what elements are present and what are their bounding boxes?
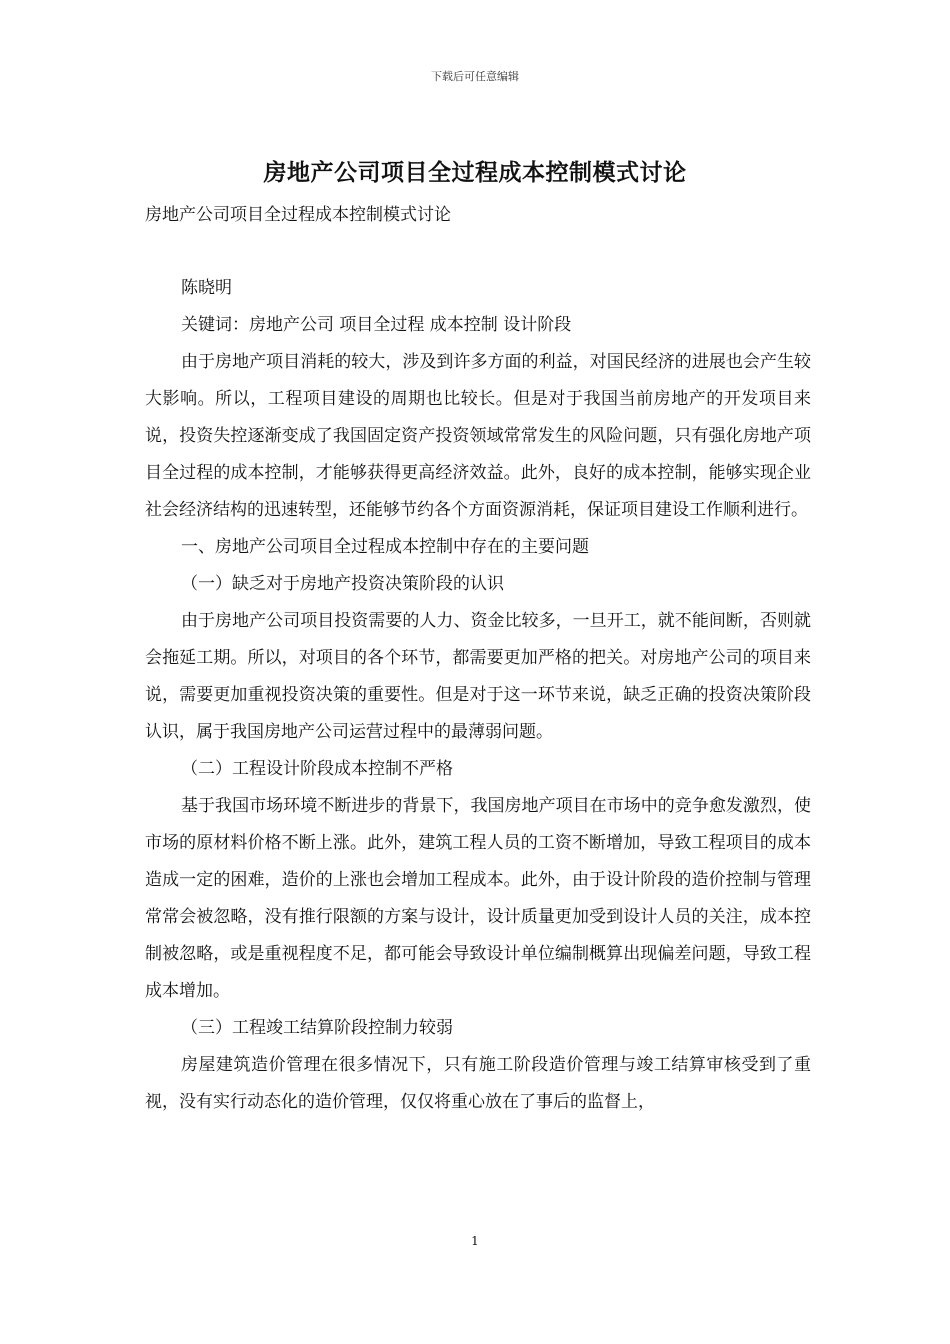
keywords-line: 关键词：房地产公司 项目全过程 成本控制 设计阶段 bbox=[181, 315, 572, 335]
document-subtitle: 房地产公司项目全过程成本控制模式讨论 bbox=[145, 205, 451, 225]
author-name: 陈晓明 bbox=[181, 278, 232, 298]
page-number: 1 bbox=[471, 1234, 479, 1248]
document-body bbox=[145, 270, 811, 1121]
subsection-heading-1: （一）缺乏对于房地产投资决策阶段的认识 bbox=[181, 574, 504, 594]
document-title: 房地产公司项目全过程成本控制模式讨论 bbox=[263, 159, 687, 186]
paragraph-settlement: 房屋建筑造价管理在很多情况下，只有施工阶段造价管理与竣工结算审核受到了重视，没有实行动态化的造价管理，仅仅将重心放在了事后的监督上， bbox=[145, 1055, 811, 1112]
subsection-heading-2: （二）工程设计阶段成本控制不严格 bbox=[181, 759, 453, 779]
paragraph-investment: 由于房地产公司项目投资需要的人力、资金比较多，一旦开工，就不能间断，否则就会拖延工期。所以，对项目的各个环节，都需要更加严格的把关。对房地产公司的项目来说，需要更加重视投资决策的重要性。但是对于这一环节来说，缺乏正确的投资决策阶段认识，属于我国房地产公司运营过程中的最薄弱问题。 bbox=[145, 611, 811, 742]
section-heading-1: 一、房地产公司项目全过程成本控制中存在的主要问题 bbox=[181, 537, 589, 557]
subsection-heading-3: （三）工程竣工结算阶段控制力较弱 bbox=[181, 1018, 453, 1038]
paragraph-intro: 由于房地产项目消耗的较大，涉及到许多方面的利益，对国民经济的进展也会产生较大影响。所以，工程项目建设的周期也比较长。但是对于我国当前房地产的开发项目来说，投资失控逐渐变成了我国固定资产投资领域常常发生的风险问题，只有强化房地产项目全过程的成本控制，才能够获得更高经济效益。此外，良好的成本控制，能够实现企业社会经济结构的迅速转型，还能够节约各个方面资源消耗，保证项目建设工作顺利进行。 bbox=[145, 352, 811, 520]
page-header-note: 下载后可任意编辑 bbox=[431, 70, 519, 83]
paragraph-design: 基于我国市场环境不断进步的背景下，我国房地产项目在市场中的竞争愈发激烈，使市场的原材料价格不断上涨。此外，建筑工程人员的工资不断增加，导致工程项目的成本造成一定的困难，造价的上涨也会增加工程成本。此外，由于设计阶段的造价控制与管理常常会被忽略，没有推行限额的方案与设计，设计质量更加受到设计人员的关注，成本控制被忽略，或是重视程度不足，都可能会导致设计单位编制概算出现偏差问题，导致工程成本增加。 bbox=[145, 796, 811, 1001]
